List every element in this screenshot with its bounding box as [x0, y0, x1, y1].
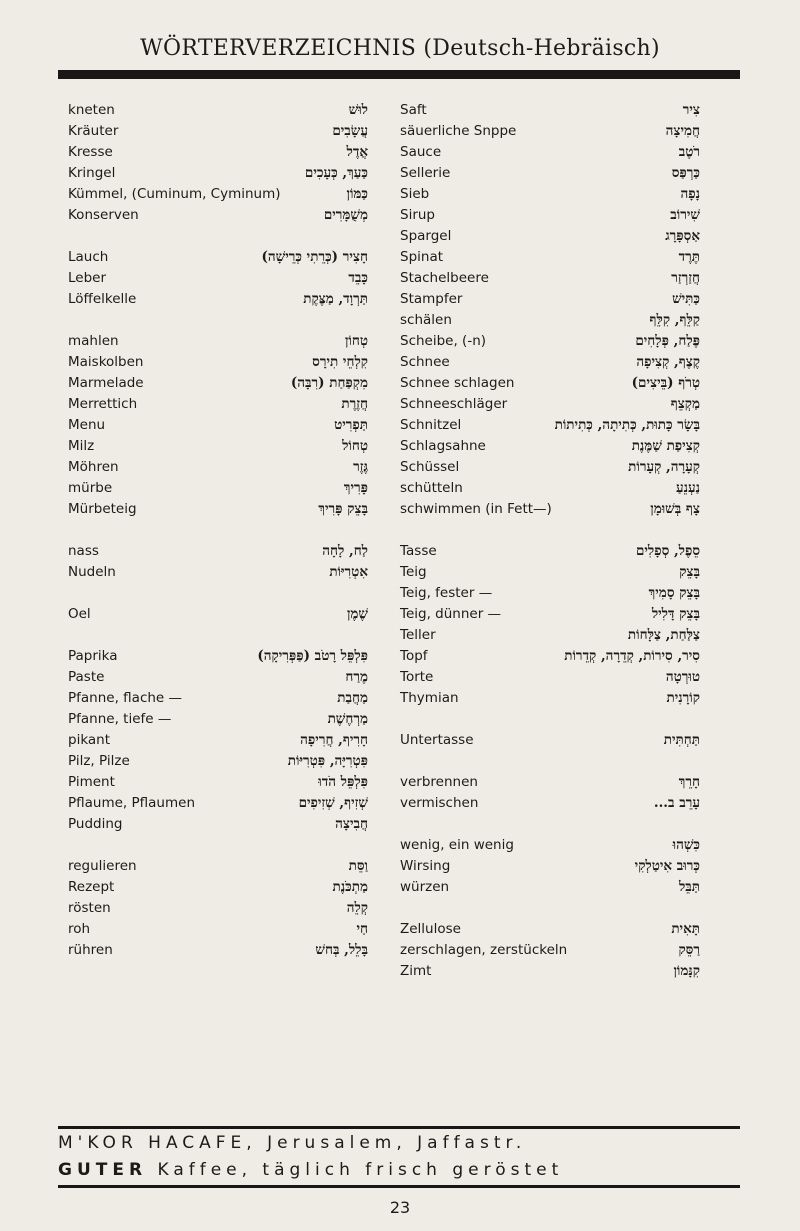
hebrew-term: נַעְנֵעַ [675, 480, 700, 496]
advert-top-rule [58, 1126, 740, 1129]
glossary-entry [68, 394, 368, 415]
glossary-entry [68, 730, 368, 751]
hebrew-term: כְּרוּב אִיטַלְקִי [634, 858, 700, 874]
german-term: Maiskolben [68, 354, 144, 370]
advert-brand: GUTER [58, 1160, 148, 1180]
hebrew-term: כַּרְפַּס [671, 165, 700, 181]
glossary-entry [400, 835, 700, 856]
glossary-entry [68, 352, 368, 373]
glossary-entry [68, 709, 368, 730]
glossary-entry [68, 688, 368, 709]
german-term: Kümmel, (Cuminum, Cyminum) [68, 186, 281, 202]
german-term: Teller [400, 627, 436, 643]
hebrew-term: מֶרַח [345, 669, 368, 685]
glossary-entry [400, 604, 700, 625]
glossary-entry [400, 184, 700, 205]
glossary-entry [400, 373, 700, 394]
glossary-entry [400, 772, 700, 793]
hebrew-term: מְשֻׁמָּרִים [323, 207, 368, 223]
hebrew-term: תַּפְרִיט [334, 417, 368, 433]
hebrew-term: חַי [356, 921, 368, 937]
german-term: Spargel [400, 228, 452, 244]
hebrew-term: כַּתִּישׁ [672, 291, 700, 307]
group-gap [68, 226, 368, 247]
hebrew-term: כָּבֵד [348, 270, 368, 286]
glossary-entry [400, 478, 700, 499]
german-term: schälen [400, 312, 452, 328]
group-gap [68, 583, 368, 604]
hebrew-term: עָרֵב ב... [653, 795, 700, 811]
hebrew-term: מַתְכֹּנֶת [332, 879, 368, 895]
advert-line-2 [58, 1160, 740, 1180]
hebrew-term: פָּרִיךְ [343, 480, 368, 496]
german-term: Marmelade [68, 375, 144, 391]
glossary-entry [400, 100, 700, 121]
glossary-entry [400, 961, 700, 982]
glossary-entry [400, 415, 700, 436]
hebrew-term: רַסֵּק [678, 942, 700, 958]
german-term: schwimmen (in Fett—) [400, 501, 552, 517]
glossary-entry [400, 856, 700, 877]
german-term: Paste [68, 669, 105, 685]
group-gap [68, 310, 368, 331]
glossary-entry [400, 667, 700, 688]
german-term: Oel [68, 606, 91, 622]
german-term: rösten [68, 900, 111, 916]
german-term: Pflaume, Pflaumen [68, 795, 195, 811]
german-term: roh [68, 921, 91, 937]
german-term: Merrettich [68, 396, 138, 412]
hebrew-term: צַלַּחַת, צַלָּחוֹת [627, 627, 700, 643]
german-term: Zellulose [400, 921, 461, 937]
glossary-entry [400, 877, 700, 898]
hebrew-term: סִיר, סִירוֹת, קְדֵרָה, קְדֵרוֹת [564, 648, 700, 664]
german-term: Zimt [400, 963, 432, 979]
glossary-entry [400, 688, 700, 709]
german-term: pikant [68, 732, 111, 748]
german-term: Teig, dünner — [400, 606, 502, 622]
hebrew-term: פִּלְפֵּל הֹדוּ [318, 774, 368, 790]
german-term: Leber [68, 270, 107, 286]
hebrew-term: תַּבֵּל [678, 879, 700, 895]
german-term: Pfanne, tiefe — [68, 711, 172, 727]
glossary-entry [400, 289, 700, 310]
german-term: Kresse [68, 144, 113, 160]
hebrew-term: תָּאִית [671, 921, 700, 937]
glossary-entry [68, 541, 368, 562]
glossary-entry [400, 457, 700, 478]
hebrew-term: כִּשְׁהוּ [672, 837, 700, 853]
hebrew-term: קְעָרָה, קְעָרוֹת [628, 459, 700, 475]
hebrew-term: וַסֵּת [348, 858, 368, 874]
glossary-entry [400, 541, 700, 562]
hebrew-term: חֲזַרְזַר [671, 270, 700, 286]
hebrew-term: שְׁזִיף, שְׁזִיפִים [298, 795, 368, 811]
german-term: wenig, ein wenig [400, 837, 514, 853]
hebrew-term: קוֹרָנִית [666, 690, 700, 706]
german-term: Stachelbeere [400, 270, 489, 286]
hebrew-term: טְרֹף (בֵּיצִים) [631, 375, 700, 391]
glossary-entry [68, 457, 368, 478]
hebrew-term: קִנָּמוֹן [673, 963, 700, 979]
german-term: nass [68, 543, 99, 559]
hebrew-term: רֹטֶב [678, 144, 700, 160]
hebrew-term: חָרֵךְ [678, 774, 700, 790]
hebrew-term: בָּלֵל, בְּחשׁ [315, 942, 368, 958]
glossary-entry [68, 898, 368, 919]
german-term: Spinat [400, 249, 444, 265]
advert-line-1: M'KOR HACAFE, Jerusalem, Jaffastr. [58, 1133, 527, 1153]
glossary-entry [400, 562, 700, 583]
glossary-entry [400, 205, 700, 226]
glossary-entry [68, 919, 368, 940]
glossary-entry [68, 184, 368, 205]
top-rule [58, 70, 740, 79]
hebrew-term: תֶּרֶד [678, 249, 700, 265]
german-term: Tasse [400, 543, 437, 559]
glossary-entry [68, 814, 368, 835]
group-gap [68, 625, 368, 646]
hebrew-term: בָּשָׂר כָּתוּת, כְּתִיתָה, כְּתִיתוֹת [554, 417, 700, 433]
hebrew-term: תַּרְוָד, מַצֶּקֶת [303, 291, 368, 307]
hebrew-term: פִּלְפֵּל רָטֹב (פַּפְּרִיקָה) [257, 648, 368, 664]
german-term: Schneeschläger [400, 396, 508, 412]
group-gap [68, 520, 368, 541]
hebrew-term: בָּצֵק דָּלִיל [651, 606, 700, 622]
german-term: Teig [400, 564, 427, 580]
german-term: säuerliche Snppe [400, 123, 517, 139]
glossary-entry [68, 751, 368, 772]
hebrew-term: שֶׁמֶן [346, 606, 368, 622]
hebrew-term: מַרְחֶשֶׁת [327, 711, 368, 727]
german-term: Sellerie [400, 165, 451, 181]
hebrew-term: בָּצֵק סָמִיךְ [648, 585, 700, 601]
hebrew-term: חָצִיר (כְּרֵתִי כְּרֵישָׁה) [261, 249, 368, 265]
hebrew-term: צָף בְּשׁוּמָן [650, 501, 700, 517]
german-term: Saft [400, 102, 427, 118]
german-term: Pilz, Pilze [68, 753, 130, 769]
german-term: Pudding [68, 816, 123, 832]
glossary-entry [400, 436, 700, 457]
german-term: regulieren [68, 858, 137, 874]
hebrew-term: לַח, לָחָה [322, 543, 368, 559]
german-term: Topf [400, 648, 428, 664]
german-term: Mürbeteig [68, 501, 137, 517]
hebrew-term: פִּטְרִיָּה, פִּטְרִיּוֹת [287, 753, 368, 769]
glossary-entry [400, 625, 700, 646]
german-term: Paprika [68, 648, 118, 664]
hebrew-term: פֶּלַח, פְּלָחִים [635, 333, 700, 349]
hebrew-term: כַּמּוֹן [346, 186, 368, 202]
glossary-entry [68, 562, 368, 583]
german-term: Rezept [68, 879, 115, 895]
hebrew-term: צִיר [682, 102, 700, 118]
german-term: Wirsing [400, 858, 451, 874]
advert-line-2-text: Kaffee, täglich frisch geröstet [157, 1160, 564, 1180]
glossary-entry [68, 436, 368, 457]
german-term: Sieb [400, 186, 430, 202]
glossary-entry [400, 730, 700, 751]
german-term: Pfanne, flache — [68, 690, 183, 706]
german-term: Schlagsahne [400, 438, 486, 454]
glossary-entry [400, 940, 700, 961]
group-gap [400, 751, 700, 772]
german-term: Lauch [68, 249, 109, 265]
glossary-entry [68, 331, 368, 352]
hebrew-term: שִׁירוֹב [670, 207, 700, 223]
glossary-entry [68, 142, 368, 163]
german-term: Stampfer [400, 291, 463, 307]
german-term: Schnee [400, 354, 450, 370]
glossary-entry [68, 793, 368, 814]
german-term: Kringel [68, 165, 116, 181]
glossary-entry [68, 667, 368, 688]
german-term: Piment [68, 774, 115, 790]
hebrew-term: מִקְפַּחַת (רִבָּה) [290, 375, 368, 391]
german-term: verbrennen [400, 774, 478, 790]
german-term: Teig, fester — [400, 585, 493, 601]
glossary-entry [400, 646, 700, 667]
hebrew-term: כַּעַךְ, כְּעָכִים [304, 165, 368, 181]
german-term: schütteln [400, 480, 463, 496]
group-gap [400, 898, 700, 919]
german-term: mürbe [68, 480, 113, 496]
hebrew-term: חֲבִיצָה [335, 816, 368, 832]
glossary-entry [68, 247, 368, 268]
hebrew-term: טוּרְטָה [665, 669, 700, 685]
hebrew-term: קַלֵּף, קִלֵּף [649, 312, 700, 328]
hebrew-term: טְחוֹן [344, 333, 368, 349]
german-term: Menu [68, 417, 106, 433]
glossary-entry [400, 247, 700, 268]
glossary-entry [68, 772, 368, 793]
german-term: mahlen [68, 333, 119, 349]
glossary-entry [68, 646, 368, 667]
hebrew-term: חֲזֶרֶת [341, 396, 368, 412]
german-term: Milz [68, 438, 95, 454]
glossary-entry [68, 415, 368, 436]
glossary-entry [400, 268, 700, 289]
group-gap [400, 709, 700, 730]
german-term: Thymian [400, 690, 459, 706]
glossary-entry [400, 310, 700, 331]
glossary-entry [400, 331, 700, 352]
hebrew-term: קִלְחֵי תִירָס [312, 354, 368, 370]
german-term: Möhren [68, 459, 119, 475]
glossary-entry [68, 478, 368, 499]
glossary-entry [400, 163, 700, 184]
glossary-entry [68, 499, 368, 520]
hebrew-term: מַקְצֵף [670, 396, 700, 412]
hebrew-term: סֵפֶל, סְפָלִים [635, 543, 700, 559]
glossary-entry [400, 583, 700, 604]
german-term: Schnitzel [400, 417, 462, 433]
hebrew-term: עֲשָׂבִים [332, 123, 368, 139]
glossary-entry [68, 163, 368, 184]
hebrew-term: בָּצֵק [679, 564, 700, 580]
right-column [400, 100, 700, 982]
german-term: Kräuter [68, 123, 119, 139]
glossary-entry [68, 268, 368, 289]
hebrew-term: אַסְפָּרָג [665, 228, 700, 244]
hebrew-term: לוּשׁ [348, 102, 368, 118]
hebrew-term: גֶּזֶר [353, 459, 368, 475]
page-title: WÖRTERVERZEICHNIS (Deutsch-Hebräisch) [140, 36, 660, 61]
hebrew-term: קְצִיפַת שַׁמֶּנֶת [631, 438, 700, 454]
hebrew-term: חֲמִיצָה [665, 123, 700, 139]
hebrew-term: אֲדֶל [346, 144, 368, 160]
german-term: zerschlagen, zerstückeln [400, 942, 568, 958]
page-number: 23 [389, 1198, 411, 1217]
glossary-entry [400, 394, 700, 415]
glossary-entry [400, 121, 700, 142]
glossary-entry [68, 940, 368, 961]
hebrew-term: אִטְרִיּוֹת [329, 564, 368, 580]
group-gap [400, 520, 700, 541]
german-term: Untertasse [400, 732, 474, 748]
german-term: Nudeln [68, 564, 116, 580]
hebrew-term: חָרִיף, חֲרִיפָה [300, 732, 368, 748]
german-term: Schüssel [400, 459, 460, 475]
german-term: Torte [400, 669, 434, 685]
glossary-entry [68, 877, 368, 898]
german-term: Konserven [68, 207, 139, 223]
glossary-entry [68, 604, 368, 625]
glossary-entry [68, 373, 368, 394]
german-term: rühren [68, 942, 113, 958]
hebrew-term: נָפָה [680, 186, 700, 202]
glossary-entry [400, 142, 700, 163]
glossary-entry [68, 100, 368, 121]
group-gap [400, 814, 700, 835]
hebrew-term: מַחֲבַת [337, 690, 368, 706]
advert-bottom-rule [58, 1185, 740, 1188]
glossary-entry [400, 499, 700, 520]
german-term: Löffelkelle [68, 291, 137, 307]
german-term: Sirup [400, 207, 435, 223]
glossary-entry [68, 856, 368, 877]
glossary-entry [400, 919, 700, 940]
glossary-entry [68, 289, 368, 310]
group-gap [68, 835, 368, 856]
german-term: Scheibe, (-n) [400, 333, 487, 349]
german-term: würzen [400, 879, 450, 895]
glossary-entry [68, 121, 368, 142]
hebrew-term: קֶצֶף, קְצִיפָה [636, 354, 700, 370]
left-column [68, 100, 368, 961]
german-term: Schnee schlagen [400, 375, 515, 391]
hebrew-term: בָּצֵק פָּרִיךְ [318, 501, 368, 517]
german-term: kneten [68, 102, 115, 118]
glossary-entry [68, 205, 368, 226]
german-term: vermischen [400, 795, 479, 811]
german-term: Sauce [400, 144, 442, 160]
glossary-entry [400, 352, 700, 373]
glossary-entry [400, 226, 700, 247]
hebrew-term: קְלֵה [346, 900, 368, 916]
hebrew-term: טְחוֹל [342, 438, 368, 454]
hebrew-term: תַּחְתִּית [663, 732, 700, 748]
glossary-entry [400, 793, 700, 814]
